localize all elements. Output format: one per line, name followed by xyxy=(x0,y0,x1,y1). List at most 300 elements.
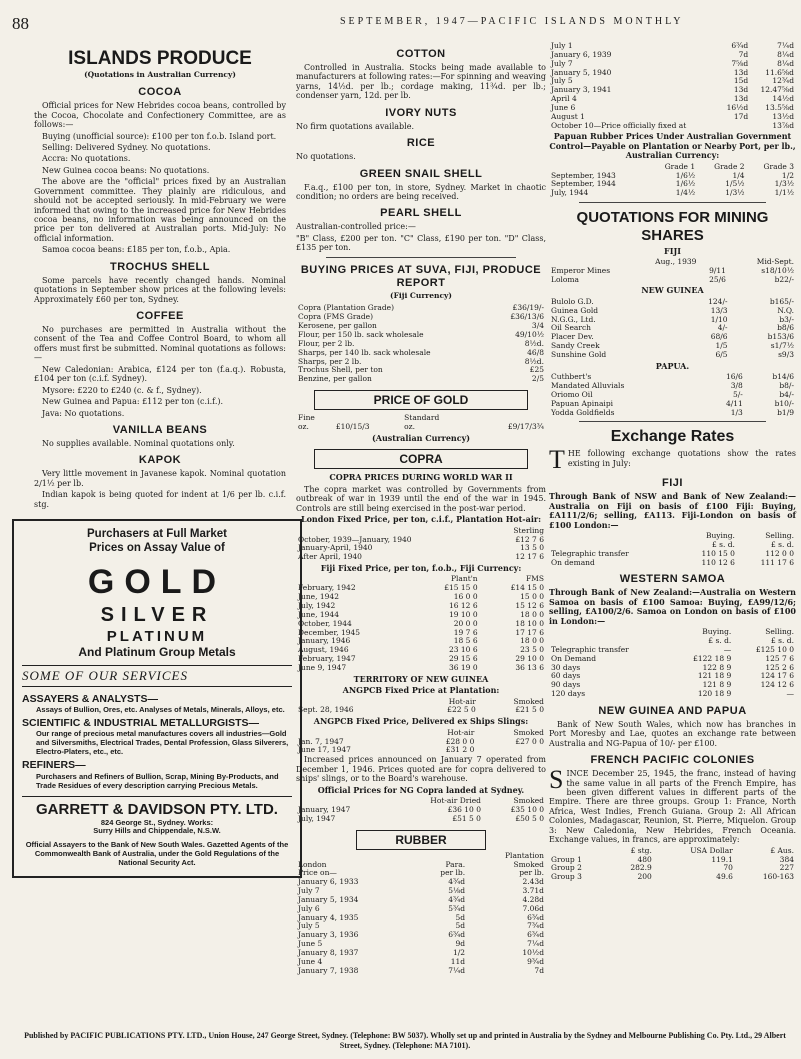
copra-table-label: London Fixed Price, per ton, c.i.f., Plantation Hot-air: xyxy=(300,514,542,525)
copra-angpcb-table xyxy=(296,698,546,716)
copra-london-table xyxy=(296,527,546,562)
column-header: Aug., 1939 xyxy=(655,256,697,266)
vanilla-text: No supplies available. Nominal quotations only. xyxy=(42,438,235,448)
column-header: Buying. xyxy=(705,531,735,541)
row-label: On Demand xyxy=(551,653,597,663)
row-value: 14½d xyxy=(772,94,794,104)
row-value: b10/- xyxy=(774,398,794,408)
row-value: 125 7 6 xyxy=(765,653,794,663)
snail-shell-heading: GREEN SNAIL SHELL xyxy=(359,167,483,180)
row-label: October, 1944 xyxy=(298,618,352,628)
table-row xyxy=(549,690,796,699)
mining-ng-heading: NEW GUINEA xyxy=(641,285,704,296)
row-value: 9¾d xyxy=(527,956,544,966)
row-value: 23 5 0 xyxy=(520,645,544,655)
row-value: 5⅛d xyxy=(448,886,466,896)
row-value: 25/6 xyxy=(709,274,726,284)
column-header: Smoked xyxy=(513,727,544,737)
column-header: London xyxy=(298,859,327,869)
row-value: 110 15 0 xyxy=(701,548,735,558)
row-label: Jan. 7, 1947 xyxy=(298,736,344,746)
row-label: Mandated Alluvials xyxy=(551,381,625,391)
snail-shell-text: F.a.q., £100 per ton, in store, Sydney. Market in chaotic condition; no orders are being received. xyxy=(296,182,546,201)
table-row xyxy=(549,856,796,865)
row-value: 10½d xyxy=(522,948,544,957)
row-value: b165/- xyxy=(769,296,794,306)
papuan-rubber-table xyxy=(549,163,796,198)
row-label: Cuthbert's xyxy=(551,372,592,382)
copra-sydney-table xyxy=(296,797,546,824)
gold-oz: oz. xyxy=(404,422,416,432)
mining-papua-table xyxy=(549,373,796,417)
row-value: 13 5 0 xyxy=(520,543,544,553)
row-label: Benzine, per gallon xyxy=(298,374,372,384)
table-row xyxy=(549,86,796,95)
row-label: September, 1943 xyxy=(551,170,616,180)
row-label: June 4 xyxy=(298,956,323,966)
row-label: 30 days xyxy=(551,662,581,672)
row-value: 1/6½ xyxy=(675,170,696,180)
row-value: 4¾d xyxy=(448,877,466,887)
cocoa-text: Selling: Delivered Sydney. No quotations. xyxy=(42,142,211,152)
row-value: 200 xyxy=(637,872,652,882)
column-header: £ stg. xyxy=(630,845,652,855)
row-value: 16 12 6 xyxy=(448,601,478,610)
divider xyxy=(326,257,516,258)
row-value: 5d xyxy=(455,921,466,931)
row-value: 4/- xyxy=(717,323,728,333)
table-row xyxy=(296,706,546,715)
row-value: b8/6 xyxy=(777,323,794,333)
row-label: January 7, 1938 xyxy=(298,965,359,975)
table-row xyxy=(549,122,796,131)
row-label: January 3, 1936 xyxy=(298,930,359,940)
ivory-text: No firm quotations available. xyxy=(296,121,415,131)
column-header: per lb. xyxy=(440,868,466,878)
divider xyxy=(579,202,766,203)
row-value: 1/4 xyxy=(732,170,745,180)
row-value: 3/8 xyxy=(730,381,743,391)
suva-subtitle: (Fiji Currency) xyxy=(390,290,452,300)
row-label: June, 1944 xyxy=(298,609,339,619)
row-value: 8¼d xyxy=(777,49,794,59)
row-value: 6¾d xyxy=(731,41,749,50)
row-label: September, 1944 xyxy=(551,179,616,189)
row-label: October 10—Price officially fixed at xyxy=(551,120,687,130)
row-label: Sandy Creek xyxy=(551,341,600,351)
row-value: 6¾d xyxy=(448,930,466,940)
ad-address: Surry Hills and Chippendale, N.S.W. xyxy=(93,826,221,836)
row-value: 5d xyxy=(455,912,466,922)
gold-std-label: Standard xyxy=(404,413,440,423)
row-value: 119.1 xyxy=(711,854,733,864)
column-header: £ s. d. xyxy=(711,539,735,549)
row-value: 18 0 0 xyxy=(520,636,544,646)
row-value: £28 0 0 xyxy=(445,736,475,746)
row-value: £122 18 9 xyxy=(693,653,732,663)
row-value: 29 10 0 xyxy=(515,654,544,664)
coffee-heading: COFFEE xyxy=(136,310,184,323)
exchange-fpc-heading: FRENCH PACIFIC COLONIES xyxy=(590,754,755,767)
row-value: 13/3 xyxy=(710,305,728,315)
copra-slings-table xyxy=(296,729,546,756)
row-value: b22/- xyxy=(774,274,794,284)
franc-table xyxy=(549,847,796,882)
row-value: 7¾d xyxy=(527,921,544,931)
row-label: January-April, 1940 xyxy=(298,543,373,553)
row-value: 124 12 6 xyxy=(760,680,794,690)
table-row xyxy=(296,896,546,905)
row-value: 3.71d xyxy=(522,886,544,896)
row-value: 5/- xyxy=(732,389,743,399)
gold-value: £9/17/3¾ xyxy=(507,422,544,432)
exchange-heading: Exchange Rates xyxy=(610,428,735,446)
row-value: £12 7 6 xyxy=(515,534,544,544)
table-row xyxy=(549,351,796,360)
row-value: 7⅝d xyxy=(731,58,749,68)
row-value: 36 19 0 xyxy=(448,662,478,672)
section-subtitle: (Quotations in Australian Currency) xyxy=(84,70,236,80)
row-value: £27 0 0 xyxy=(515,736,544,746)
column-header: Grade 1 xyxy=(664,161,696,171)
row-label: July 5 xyxy=(551,76,573,86)
exchange-fpc-body: INCE December 25, 1945, the franc, instead of having the same value in all parts of the French Empire, has been given different values in different parts of the Empire. There are three groups. Group 1: France, North Africa, West Indies, French Guiana. Group 2: All African Colonies, Madagascar, Reunion, St. Pierre, Miquelon. Group 3: New Caledonia, New Hebrides, French Oceania. Exchange values, in francs, are approximately: xyxy=(549,769,796,845)
row-label: After April, 1940 xyxy=(298,552,362,562)
suva-heading: BUYING PRICES AT SUVA, FIJI, PRODUCE REPORT xyxy=(300,263,542,289)
row-label: Telegraphic transfer xyxy=(551,644,629,654)
row-label: N.G.G., Ltd. xyxy=(551,314,596,324)
ad-service-heading: REFINERS— xyxy=(22,759,86,772)
column-header: Sterling xyxy=(513,525,544,535)
row-label: Placer Dev. xyxy=(551,332,594,342)
row-label: Group 2 xyxy=(551,863,582,873)
row-value: 6¾d xyxy=(527,930,544,940)
row-value: £125 10 0 xyxy=(755,644,794,654)
exchange-fiji-heading: FIJI xyxy=(662,477,683,490)
coffee-text: No purchases are permitted in Australia without the consent of the Tea and Coffee Control Board, to whom all offers must first be submitted. Nominal quotations as follows:— xyxy=(34,325,286,363)
row-value: £22 5 0 xyxy=(447,705,476,715)
column-header: FMS xyxy=(525,574,544,584)
row-label: January 6, 1933 xyxy=(298,877,359,887)
cocoa-text: The above are the "official" prices fixed by an Australian Government committee. They plainly are ridiculous, and should not be accepted seriously. In mid-February we were informed that owing to the increased price for New Hebrides cocoa beans, no information was being announced on the price per ton delivered at Australian ports. Mid-July: No official information. xyxy=(34,177,286,243)
row-value: 49.6 xyxy=(716,872,733,882)
row-label: January 5, 1940 xyxy=(551,67,612,77)
column-header: Plant'n xyxy=(450,574,478,584)
column-header: Selling. xyxy=(765,531,794,541)
row-value: 3/4 xyxy=(531,321,544,331)
pearl-shell-text: "B" Class, £200 per ton. "C" Class, £190 per ton. "D" Class, £135 per ton. xyxy=(296,233,546,253)
table-row xyxy=(296,914,546,923)
trochus-text: Some parcels have recently changed hands. Nominal quotations in September show prices at the following levels: Approximately £60 per ton, Sydney. xyxy=(34,275,286,304)
exchange-fiji-text: Through Bank of NSW and Bank of New Zealand:—Australia on Fiji on basis of £100 Fiji: Buying, £A111/2/6; selling, £A113. Fiji-London on basis of £100 London:— xyxy=(549,491,796,530)
row-value: 111 17 6 xyxy=(760,557,794,567)
column-header: £ s. d. xyxy=(708,636,732,645)
ad-service-heading: ASSAYERS & ANALYSTS— xyxy=(22,692,158,705)
cocoa-text: New Guinea cocoa beans: No quotations. xyxy=(42,165,210,175)
drop-cap: S xyxy=(549,765,564,795)
row-value: b3/- xyxy=(779,314,794,324)
row-value: 7.06d xyxy=(522,903,544,913)
copra-table-label: Official Prices for NG Copra landed at Sydney. xyxy=(317,784,525,795)
row-value: 112 0 0 xyxy=(765,548,794,558)
table-row xyxy=(549,51,796,60)
column-header: Plantation xyxy=(505,850,544,860)
column-middle xyxy=(296,42,546,1037)
row-label: Group 1 xyxy=(551,854,582,864)
ivory-heading: IVORY NUTS xyxy=(385,106,457,119)
row-value: 19 7 6 xyxy=(453,627,478,637)
row-value: 17d xyxy=(733,111,749,121)
row-value: 4/11 xyxy=(725,398,743,408)
cocoa-text: Accra: No quotations. xyxy=(42,154,131,164)
cotton-text: Controlled in Australia. Stocks being made available to manufacturers at following rates:—For spinning and weaving yarns, 14½d. per lb.; cordage making, 11¾d. per lb.; condenser yarn, 12d. per lb. xyxy=(296,62,546,101)
exchange-ngp-heading: NEW GUINEA AND PAPUA xyxy=(598,704,747,717)
row-label: July, 1947 xyxy=(298,813,336,823)
row-label: January, 1947 xyxy=(298,804,351,814)
row-label: Kerosene, per gallon xyxy=(298,321,377,331)
row-value: 13d xyxy=(733,67,749,77)
ad-service-text: Our range of precious metal manufactures covers all industries—Gold and Silversmiths, Electrical Trades, Dental Profession, Glass Silverers, Electro-Platers, etc., etc. xyxy=(36,729,289,757)
row-label: February, 1947 xyxy=(298,654,356,664)
row-value: £36/19/- xyxy=(512,303,544,313)
column-header: Selling. xyxy=(765,627,794,637)
cocoa-text: Official prices for New Hebrides cocoa beans, controlled by the Cocoa, Chocolate and Confectionery Committee, are as follows:— xyxy=(34,101,286,130)
table-row xyxy=(549,873,796,882)
column-header: £ Aus. xyxy=(770,845,794,855)
row-value: 16/6 xyxy=(725,372,743,382)
table-row xyxy=(549,664,796,673)
gold-oz: oz. xyxy=(298,422,309,432)
row-value: 6¾d xyxy=(527,912,544,922)
cotton-heading: COTTON xyxy=(396,48,446,60)
column-header: Smoked xyxy=(513,859,544,869)
ad-silver: SILVER xyxy=(100,603,214,626)
exchange-fpc-text xyxy=(549,765,796,845)
ad-firm-name: GARRETT & DAVIDSON PTY. LTD. xyxy=(22,796,292,819)
papuan-rubber-heading: Papuan Rubber Prices Under Australian Government Control—Payable on Plantation or Nearby Port, per lb., Australian Currency: xyxy=(549,131,796,161)
ad-service-text: Assays of Bullion, Ores, etc. Analyses of Metals, Minerals, Alloys, etc. xyxy=(36,705,285,715)
row-label: Sharps, per 2 lb. xyxy=(298,356,362,366)
row-label: July 7 xyxy=(551,58,573,68)
copra-heading: COPRA xyxy=(314,449,528,469)
rubber-heading: RUBBER xyxy=(356,830,486,850)
row-value: 9/11 xyxy=(709,265,726,275)
row-value: 19 10 0 xyxy=(448,609,478,619)
row-value: 29 15 6 xyxy=(448,654,478,664)
row-label: August 1 xyxy=(551,111,585,121)
row-value: 11d xyxy=(450,956,466,966)
column-header: Smoked xyxy=(513,796,544,806)
table-row xyxy=(549,655,796,664)
row-value: 4.28d xyxy=(522,894,544,904)
section-title: ISLANDS PRODUCE xyxy=(68,48,252,69)
row-label: Bulolo G.D. xyxy=(551,296,594,306)
kapok-text: Indian kapok is being quoted for indent at 1/6 per lb. c.i.f. stg. xyxy=(34,490,286,509)
row-label: December, 1945 xyxy=(298,627,361,637)
advertisement-box xyxy=(12,519,302,878)
row-value: 12 17 6 xyxy=(515,552,544,562)
row-label: On demand xyxy=(551,557,595,567)
row-value: 68/6 xyxy=(710,332,728,342)
row-value: 480 xyxy=(637,854,652,864)
row-value: 124 17 6 xyxy=(760,671,794,681)
row-label: January 6, 1939 xyxy=(551,49,612,59)
row-value: 2/5 xyxy=(531,374,544,384)
row-label: Emperor Mines xyxy=(551,265,611,275)
cocoa-text: Samoa cocoa beans: £185 per ton, f.o.b., Apia. xyxy=(42,245,231,255)
row-value: £14 15 0 xyxy=(510,583,544,593)
cocoa-text: Buying (unofficial source): £100 per ton f.o.b. Island port. xyxy=(42,131,277,141)
copra-subheading: COPRA PRICES DURING WORLD WAR II xyxy=(329,472,513,483)
row-value: 11.6⅝d xyxy=(765,67,794,77)
row-value: 1/2 xyxy=(781,170,794,180)
row-label: Papuan Apinaipi xyxy=(551,398,614,408)
table-row xyxy=(549,559,796,568)
table-row xyxy=(549,864,796,873)
row-value xyxy=(719,122,750,131)
row-label: June 6 xyxy=(551,102,576,112)
column-header: Hot-air Dried xyxy=(430,796,481,806)
row-value: 49/10½ xyxy=(515,329,544,339)
row-value: 13⅞d xyxy=(772,120,794,130)
row-value: 8½d. xyxy=(524,356,544,366)
row-label: Sept. 28, 1946 xyxy=(298,705,354,715)
mining-papua-heading: PAPUA. xyxy=(655,360,690,371)
row-label: Sharps, per 140 lb. sack wholesale xyxy=(298,347,431,357)
gold-price-table xyxy=(296,414,546,432)
row-value: 120 18 9 xyxy=(697,689,732,699)
row-label: August, 1946 xyxy=(298,645,349,655)
table-row xyxy=(296,931,546,940)
cocoa-heading: COCOA xyxy=(138,86,182,99)
row-label: Trochus Shell, per ton xyxy=(298,365,383,375)
row-value: 15 12 6 xyxy=(515,601,544,610)
table-row xyxy=(296,949,546,958)
column-header: Para. xyxy=(445,859,466,869)
row-value: 282.9 xyxy=(630,863,652,873)
table-row xyxy=(549,69,796,78)
page-number: 88 xyxy=(12,14,29,33)
row-label: June 17, 1947 xyxy=(298,745,351,755)
rubber-continued-table xyxy=(549,42,796,130)
row-value: s18/10½ xyxy=(761,265,794,275)
row-value: £25 xyxy=(529,365,544,375)
copra-text: Increased prices announced on January 7 operated from December 1, 1946. Prices quoted are for copra delivered to ships' slings, or to the Board's warehouse. xyxy=(296,755,546,784)
row-value: 124/- xyxy=(708,296,728,306)
row-value xyxy=(476,746,546,755)
row-value: 4¾d xyxy=(448,894,466,904)
row-value: 18 10 0 xyxy=(515,618,544,628)
row-value: 1/2 xyxy=(453,948,466,957)
kapok-text: Very little movement in Javanese kapok. Nominal quotation 2/1½ per lb. xyxy=(34,469,286,488)
row-value: 13d xyxy=(733,85,749,95)
row-value: 1/1½ xyxy=(774,188,794,198)
column-header: USA Dollar xyxy=(690,845,733,855)
row-label: July 1 xyxy=(551,41,573,50)
row-label: July 7 xyxy=(298,886,320,896)
exchange-fiji-table xyxy=(549,532,796,567)
row-value: 1/3½ xyxy=(725,188,745,198)
copra-table-label: ANGPCB Fixed Price, Delivered ex Ships Slings: xyxy=(313,716,529,727)
row-value: s9/3 xyxy=(778,349,794,359)
row-label: 60 days xyxy=(551,671,581,681)
row-value: 7¼d xyxy=(527,939,544,949)
row-value: 8½d. xyxy=(524,338,544,348)
row-value: 122 8 9 xyxy=(702,662,732,672)
row-value: b14/6 xyxy=(772,372,794,382)
row-label: Flour, per 2 lb. xyxy=(298,338,355,348)
table-row xyxy=(296,553,546,562)
suva-table xyxy=(296,304,546,384)
row-label: Yodda Goldfields xyxy=(551,407,615,417)
table-row xyxy=(549,104,796,113)
row-label: Oriomo Oil xyxy=(551,389,593,399)
rice-text: No quotations. xyxy=(296,152,356,162)
row-label: July, 1942 xyxy=(298,601,336,610)
drop-cap: T xyxy=(549,445,565,475)
row-value: 1/6½ xyxy=(675,179,696,189)
copra-fiji-table xyxy=(296,575,546,672)
row-label: 120 days xyxy=(551,689,586,699)
row-value: b8/- xyxy=(779,381,794,391)
row-value: 46/8 xyxy=(527,347,544,357)
copra-table-label: Fiji Fixed Price, per ton, f.o.b., Fiji Currency: xyxy=(320,563,522,574)
column-header: Hot-air xyxy=(448,696,476,706)
gold-currency-note: (Australian Currency) xyxy=(371,432,471,443)
gold-price-heading: PRICE OF GOLD xyxy=(314,390,528,410)
row-value: 7¼d xyxy=(777,41,794,50)
running-header: SEPTEMBER, 1947—PACIFIC ISLANDS MONTHLY xyxy=(340,16,684,27)
table-row xyxy=(549,681,796,690)
row-value: 18 0 0 xyxy=(520,609,544,619)
row-value: £31 2 0 xyxy=(445,745,475,755)
table-row xyxy=(549,267,796,276)
row-value: 7d xyxy=(534,965,544,975)
row-label: Telegraphic transfer xyxy=(551,548,629,558)
row-value: 16 0 0 xyxy=(453,592,478,602)
row-value: 12¾d xyxy=(772,76,794,86)
row-value: 13½d xyxy=(772,111,794,121)
table-row xyxy=(296,664,546,673)
row-value: 1/5 xyxy=(715,341,728,351)
ad-gold: GOLD xyxy=(87,562,227,601)
table-row xyxy=(296,967,546,976)
exchange-samoa-text: Through Bank of New Zealand:—Australia on Western Samoa on basis of £100 Samoa: Buying, £A99/12/6; selling, £A100/2/6. Samoa on London on basis of £100 in London:— xyxy=(549,587,796,626)
ad-platinum: PLATINUM xyxy=(106,627,208,645)
row-value: 16½d xyxy=(726,102,749,112)
row-value: N.Q. xyxy=(777,305,794,315)
coffee-text: Mysore: £220 to £240 (c. & f., Sydney). xyxy=(42,385,202,395)
copra-table-label: ANGPCB Fixed Price at Plantation: xyxy=(342,685,500,696)
row-label: July 6 xyxy=(298,903,320,913)
row-value: 125 2 6 xyxy=(765,662,794,672)
row-label: Sunshine Gold xyxy=(551,349,607,359)
table-row xyxy=(296,878,546,887)
coffee-text: New Guinea and Papua: £112 per ton (c.i.f.). xyxy=(42,397,224,407)
row-label: Loloma xyxy=(551,274,579,284)
row-label: January 8, 1937 xyxy=(298,948,359,957)
ad-headline: Purchasers at Full Market xyxy=(87,528,227,541)
column-header: £ s. d. xyxy=(771,539,794,549)
copra-subheading: TERRITORY OF NEW GUINEA xyxy=(353,673,489,684)
ad-fine-print: Official Assayers to the Bank of New South Wales. Gazetted Agents of the Commonwealth Bank of Australia, under the Gold Regulations of the National Security Act. xyxy=(25,840,289,867)
row-value: £15 15 0 xyxy=(444,583,478,593)
row-label: January 4, 1935 xyxy=(298,912,359,922)
pearl-shell-text: Australian-controlled price:— xyxy=(296,222,416,232)
table-row xyxy=(549,672,796,681)
row-value: 13d xyxy=(733,94,749,104)
table-row xyxy=(296,815,546,824)
